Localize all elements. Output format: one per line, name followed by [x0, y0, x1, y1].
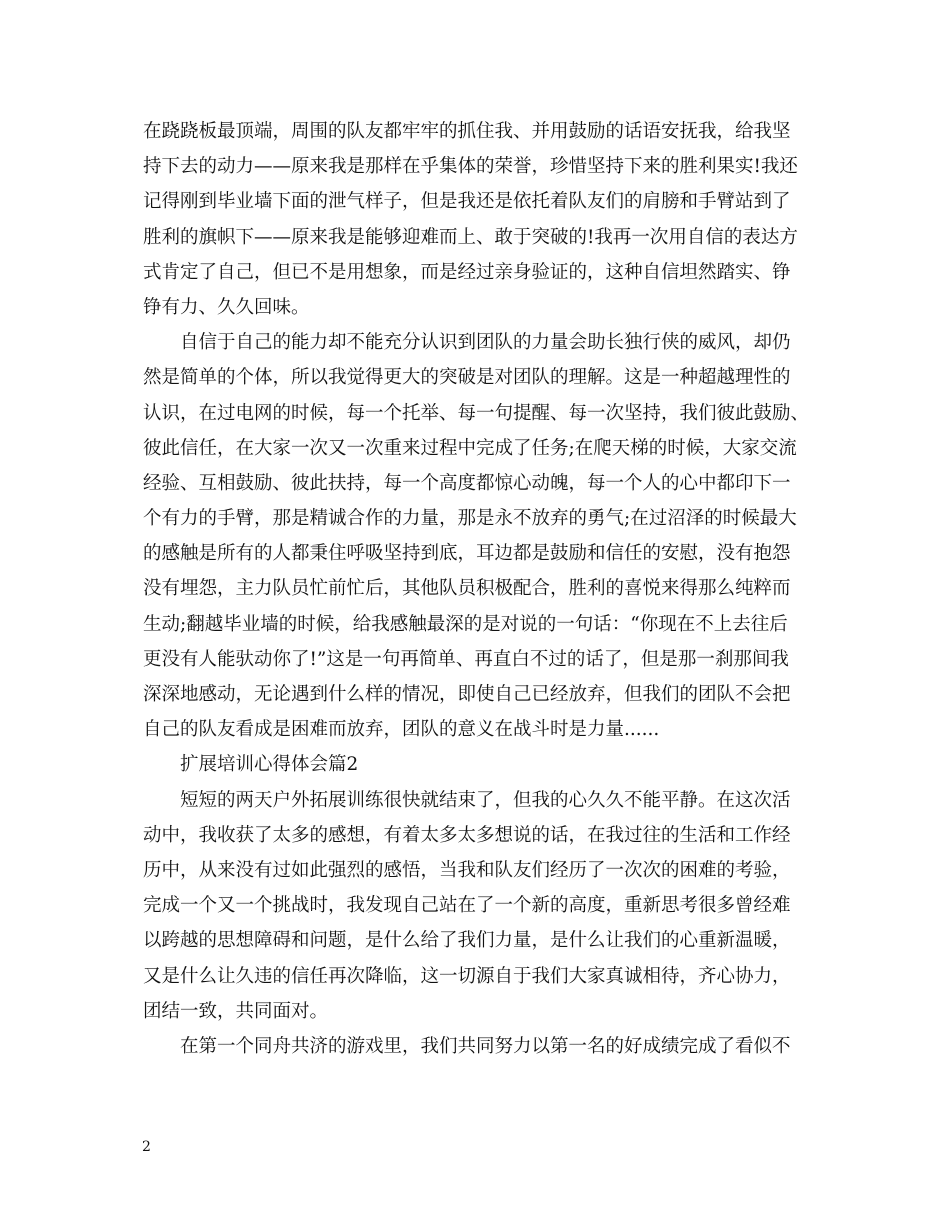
text-line: 生动;翻越毕业墙的时候，给我感触最深的是对说的一句话：“你现在不上去往后 — [143, 613, 788, 635]
paragraph-first-line: 在第一个同舟共济的游戏里，我们共同努力以第一名的好成绩完成了看似不 — [180, 1035, 791, 1057]
text-line: 完成一个又一个挑战时，我发现自己站在了一个新的高度，重新思考很多曾经难 — [143, 895, 791, 917]
text-line: 又是什么让久违的信任再次降临，这一切源自于我们大家真诚相待，齐心协力， — [143, 965, 791, 987]
text-line: 个有力的手臂，那是精诚合作的力量，那是永不放弃的勇气;在过沼泽的时候最大 — [143, 508, 797, 530]
document-body — [143, 114, 813, 1064]
text-line: 胜利的旗帜下——原来我是能够迎难而上、敢于突破的!我再一次用自信的表达方 — [143, 226, 798, 248]
page-number: 2 — [142, 1139, 151, 1155]
text-line: 的感触是所有的人都秉住呼吸坚持到底，耳边都是鼓励和信任的安慰，没有抱怨 — [143, 543, 791, 565]
text-line: 历中，从来没有过如此强烈的感悟，当我和队友们经历了一次次的困难的考验， — [143, 859, 791, 881]
text-line: 式肯定了自己，但已不是用想象，而是经过亲身验证的，这种自信坦然踏实、铮 — [143, 261, 791, 283]
text-line: 然是简单的个体，所以我觉得更大的突破是对团队的理解。这是一种超越理性的 — [143, 367, 791, 389]
text-line: 认识，在过电网的时候，每一个托举、每一句提醒、每一次坚持，我们彼此鼓励、 — [143, 402, 810, 424]
text-line: 深深地感动，无论遇到什么样的情况，即使自己已经放弃，但我们的团队不会把 — [143, 684, 791, 705]
text-line: 在跷跷板最顶端，周围的队友都牢牢的抓住我、并用鼓励的话语安抚我，给我坚 — [143, 121, 791, 142]
section-heading: 扩展培训心得体会篇2 — [180, 754, 359, 776]
text-line: 自己的队友看成是困难而放弃，团队的意义在战斗时是力量...... — [143, 719, 660, 741]
text-line: 彼此信任，在大家一次又一次重来过程中完成了任务;在爬天梯的时候，大家交流 — [143, 437, 797, 459]
text-line: 没有埋怨，主力队员忙前忙后，其他队员积极配合，胜利的喜悦来得那么纯粹而 — [143, 578, 791, 600]
paragraph-first-line: 短短的两天户外拓展训练很快就结束了，但我的心久久不能平静。在这次活 — [180, 789, 791, 811]
text-line: 以跨越的思想障碍和问题，是什么给了我们力量，是什么让我们的心重新温暖， — [143, 930, 791, 952]
paragraph-first-line: 自信于自己的能力却不能充分认识到团队的力量会助长独行侠的威风，却仍 — [180, 332, 791, 354]
text-line: 动中，我收获了太多的感想，有着太多太多想说的话，在我过往的生活和工作经 — [143, 824, 791, 846]
text-line: 团结一致，共同面对。 — [143, 1000, 329, 1022]
text-line: 经验、互相鼓励、彼此扶持，每一个高度都惊心动魄，每一个人的心中都印下一 — [143, 472, 791, 494]
text-line: 持下去的动力——原来我是那样在乎集体的荣誉，珍惜坚持下来的胜利果实!我还 — [143, 156, 798, 178]
text-line: 更没有人能驮动你了!”这是一句再简单、再直白不过的话了，但是那一刹那间我 — [143, 648, 789, 670]
text-line: 铮有力、久久回味。 — [143, 296, 310, 318]
text-line: 记得刚到毕业墙下面的泄气样子，但是我还是依托着队友们的肩膀和手臂站到了 — [143, 191, 791, 213]
